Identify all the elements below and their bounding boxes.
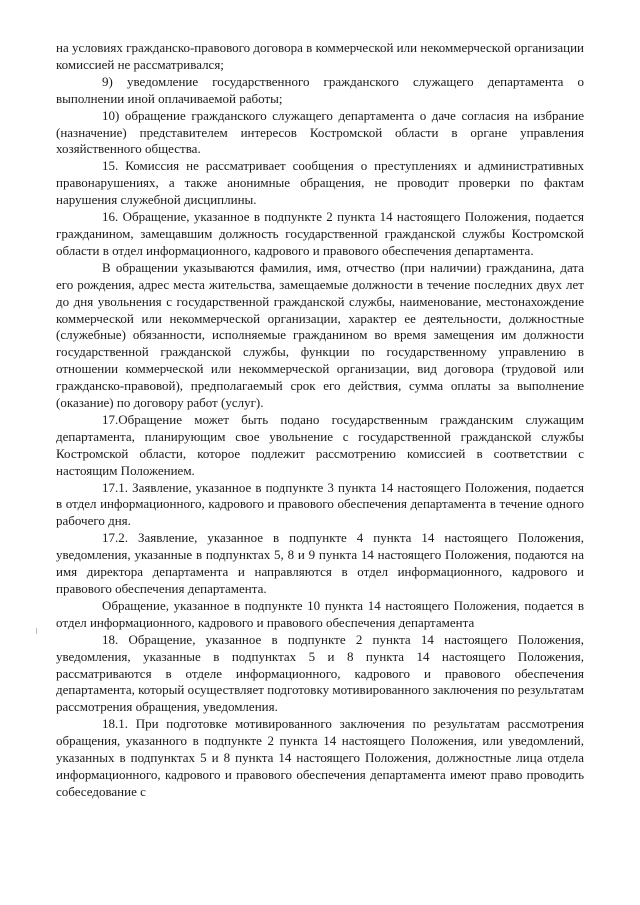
paragraph-18: 18. Обращение, указанное в подпункте 2 пункта 14 настоящего Положения, уведомления, указанные в подпунктах 5 и 8 пункта 14 настоящего Положения, рассматриваются в отделе информационного, кадрового и правового обеспечения департамента, который осуществляет подготовку мотивированного заключения по результатам рассмотрения обращения, уведомления. [56,631,584,715]
paragraph-16: 16. Обращение, указанное в подпункте 2 пункта 14 настоящего Положения, подается гражданином, замещавшим должность государственной гражданской службы Костромской области в отдел информационного, кадрового и правового обеспечения департамента. [56,209,584,258]
paragraph-item-10: 10) обращение гражданского служащего департамента о даче согласия на избрание (назначение) представителем интересов Костромской области в органе управления хозяйственного общества. [56,107,584,157]
paragraph-17: 17.Обращение может быть подано государственным гражданским служащим департамента, планирующим свое увольнение с государственной гражданской службы Костромской области, которое подлежит рассмотрению комиссией в соответствии с настоящим Положением. [56,411,584,478]
paragraph-continuation: на условиях гражданско-правового договора в коммерческой или некоммерческой организации комиссией не рассматривался; [56,40,584,72]
paragraph-16-details: В обращении указываются фамилия, имя, отчество (при наличии) гражданина, дата его рождения, адрес места жительства, замещаемые должности в течение последних двух лет до дня увольнения с государственной гражданской службы, наименование, местонахождение коммерческой или некоммерческой организации, характер ее деятельности, должностные (служебные) обязанности, исполняемые гражданином во время замещения им должности государственной гражданской службы, функции по государственному управлению в отношении коммерческой или некоммерческой организации, вид договора (трудовой или гражданско-правовой), предполагаемый срок его действия, сумма оплаты за выполнение (оказание) по договору работ (услуг). [56,259,584,411]
paragraph-17-2: 17.2. Заявление, указанное в подпункте 4 пункта 14 настоящего Положения, уведомления, указанные в подпунктах 5, 8 и 9 пункта 14 настоящего Положения, подаются на имя директора департамента и направляются в отдел информационного, кадрового и правового обеспечения департамента. [56,530,584,596]
paragraph-17-1: 17.1. Заявление, указанное в подпункте 3 пункта 14 настоящего Положения, подается в отдел информационного, кадрового и правового обеспечения департамента в течение одного рабочего дня. [56,479,584,529]
paragraph-18-1: 18.1. При подготовке мотивированного заключения по результатам рассмотрения обращения, указанного в подпункте 2 пункта 14 настоящего Положения, или уведомлений, указанных в подпунктах 5 и 8 пункта 14 настоящего Положения, должностные лица отдела информационного, кадрового и правового обеспечения департамента имеют право проводить собеседование с [56,716,584,799]
document-text [56,40,584,801]
paragraph-15: 15. Комиссия не рассматривает сообщения о преступлениях и административных правонарушениях, а также анонимные обращения, не проводит проверки по фактам нарушения служебной дисциплины. [56,158,584,208]
paragraph-17-2-addendum: Обращение, указанное в подпункте 10 пункта 14 настоящего Положения, подается в отдел информационного, кадрового и правового обеспечения департамента [56,597,584,630]
scan-margin-mark [36,628,37,634]
paragraph-item-9: 9) уведомление государственного гражданского служащего департамента о выполнении иной оплачиваемой работы; [56,73,584,106]
